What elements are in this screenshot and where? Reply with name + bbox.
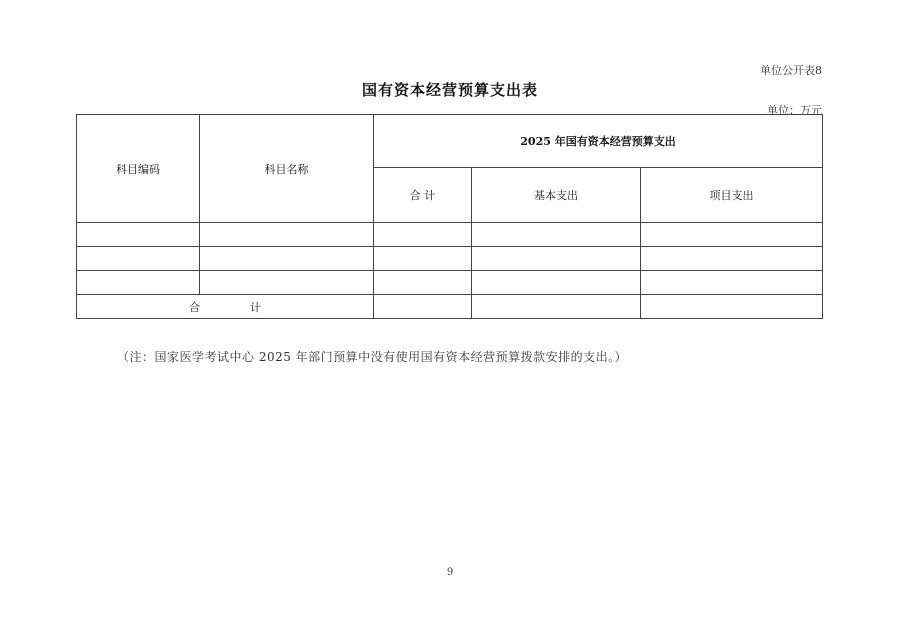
cell-basic <box>472 247 641 271</box>
cell-name <box>200 223 374 247</box>
total-cell-project <box>641 295 823 319</box>
cell-code <box>77 247 200 271</box>
cell-code <box>77 223 200 247</box>
cell-code <box>77 271 200 295</box>
header-basic-expense: 基本支出 <box>472 168 641 223</box>
table-row <box>77 247 823 271</box>
total-cell-basic <box>472 295 641 319</box>
footnote: （注：国家医学考试中心 2025 年部门预算中没有使用国有资本经营预算拨款安排的支出。） <box>117 350 628 364</box>
cell-total <box>374 247 472 271</box>
budget-table <box>76 114 823 319</box>
header-total: 合 计 <box>374 168 472 223</box>
total-row-label <box>77 295 374 319</box>
header-subject-code: 科目编码 <box>77 115 200 223</box>
header-budget-group: 2025 年国有资本经营预算支出 <box>374 115 823 168</box>
table-row <box>77 223 823 247</box>
total-label-left: 合 <box>189 300 200 314</box>
cell-total <box>374 223 472 247</box>
table-row <box>77 271 823 295</box>
form-number-label: 单位公开表8 <box>760 64 822 77</box>
total-label-right: 计 <box>250 300 261 314</box>
cell-project <box>641 247 823 271</box>
total-cell-total <box>374 295 472 319</box>
cell-name <box>200 247 374 271</box>
header-subject-name: 科目名称 <box>200 115 374 223</box>
header-project-expense: 项目支出 <box>641 168 823 223</box>
unit-label: 单位：万元 <box>767 104 822 117</box>
cell-basic <box>472 223 641 247</box>
cell-project <box>641 223 823 247</box>
cell-project <box>641 271 823 295</box>
table-header-row <box>77 115 823 168</box>
table-total-row <box>77 295 823 319</box>
cell-total <box>374 271 472 295</box>
cell-name <box>200 271 374 295</box>
cell-basic <box>472 271 641 295</box>
page-title: 国有资本经营预算支出表 <box>361 81 538 99</box>
page-number: 9 <box>446 567 454 578</box>
